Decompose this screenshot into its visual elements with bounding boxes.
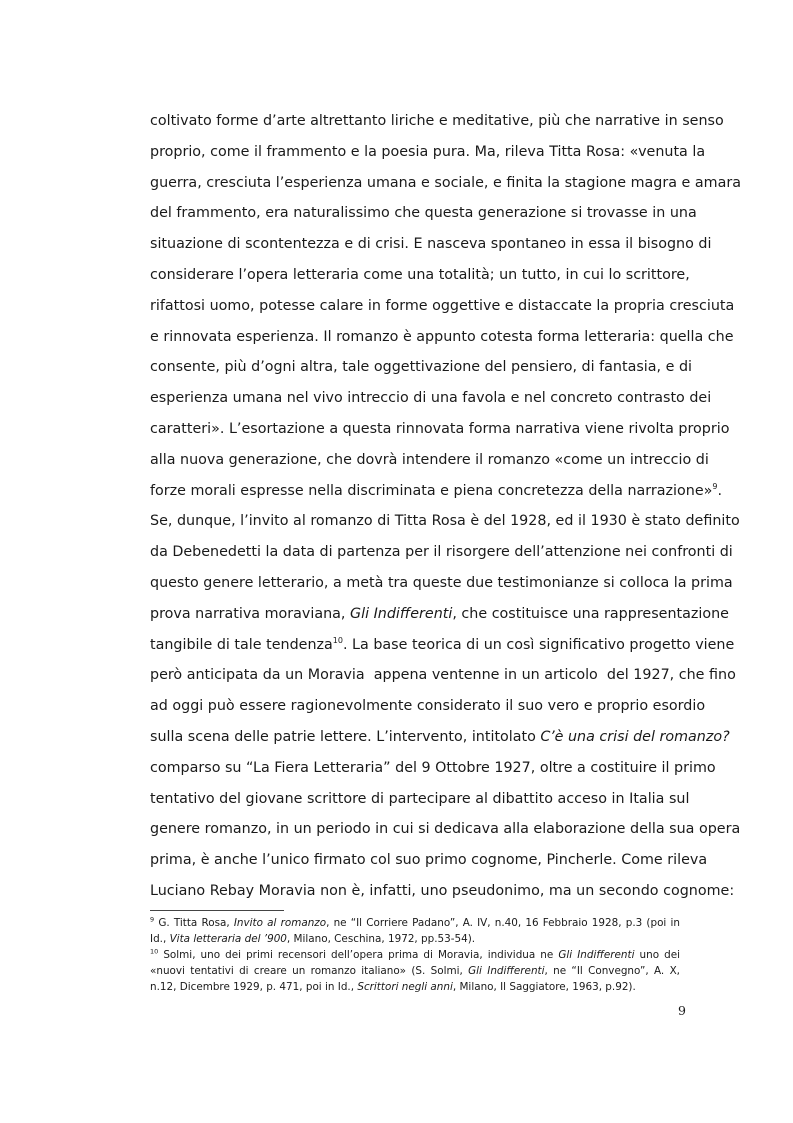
footnote-line: Id., Vita letteraria del ’900, Milano, Ceschina, 1972, pp.53-54). — [150, 933, 476, 945]
text-line: Se, dunque, l’invito al romanzo di Titta Rosa è del 1928, ed il 1930 è stato definito — [150, 513, 740, 530]
text-line: prova narrativa moraviana, Gli Indifferenti, che costituisce una rappresentazione — [150, 605, 729, 622]
italic-title: Gli Indifferenti — [350, 605, 453, 622]
text-line: consente, più d’ogni altra, tale oggettivazione del pensiero, di fantasia, e di — [150, 359, 693, 376]
text-line: ad oggi può essere ragionevolmente considerato il suo vero e proprio esordio — [150, 698, 706, 715]
text-line: sulla scena delle patrie lettere. L’intervento, intitolato C’è una crisi del romanzo? — [150, 728, 730, 745]
page-number: 9 — [678, 1003, 686, 1018]
text-line: prima, è anche l’unico firmato col suo primo cognome, Pincherle. Come rileva — [150, 852, 708, 869]
text-line: però anticipata da un Moravia appena ventenne in un articolo del 1927, che fino — [150, 667, 736, 684]
footnote-line: n.12, Dicembre 1929, p. 471, poi in Id., Scrittori negli anni, Milano, Il Saggiatore, 1963, p.92). — [150, 981, 636, 993]
text-line: alla nuova generazione, che dovrà intendere il romanzo «come un intreccio di — [150, 451, 709, 468]
text-line: da Debenedetti la data di partenza per il risorgere dell’attenzione nei confronti di — [150, 544, 733, 561]
text-line: coltivato forme d’arte altrettanto liriche e meditative, più che narrative in senso — [150, 113, 724, 129]
text-line: tentativo del giovane scrittore di partecipare al dibattito acceso in Italia sul — [150, 790, 690, 807]
footnotes — [150, 915, 680, 995]
text-line: rifattosi uomo, potesse calare in forme oggettive e distaccate la propria cresciuta — [150, 297, 735, 314]
text-line: e rinnovata esperienza. Il romanzo è appunto cotesta forma letteraria: quella che — [150, 328, 734, 345]
text-line: proprio, come il frammento e la poesia pura. Ma, rileva Titta Rosa: «venuta la — [150, 143, 706, 160]
text-line: guerra, cresciuta l’esperienza umana e sociale, e finita la stagione magra e amara — [150, 174, 741, 191]
text-line: questo genere letterario, a metà tra queste due testimonianze si colloca la prima — [150, 574, 733, 591]
text-line: tangibile di tale tendenza$^{10}$. La base teorica di un così significativo progetto viene — [150, 635, 735, 653]
text-line: Luciano Rebay Moravia non è, infatti, uno pseudonimo, ma un secondo cognome: — [150, 882, 735, 899]
footnote-number: 10 — [150, 947, 159, 956]
text-line: forze morali espresse nella discriminata e piena concretezza della narrazione»$^9$. — [150, 481, 723, 499]
footnote-line: «nuovi tentativi di creare un romanzo italiano» (S. Solmi, Gli Indifferenti, ne “Il Convegno”, A. X, — [150, 965, 680, 977]
text-line: situazione di scontentezza e di crisi. E nasceva spontaneo in essa il bisogno di — [150, 236, 712, 253]
text-line: comparso su “La Fiera Letteraria” del 9 Ottobre 1927, oltre a costituire il primo — [150, 759, 716, 776]
footnote-number: 9 — [150, 915, 155, 924]
text-line: del frammento, era naturalissimo che questa generazione si trovasse in una — [150, 205, 697, 222]
text-line: esperienza umana nel vivo intreccio di una favola e nel concreto contrasto dei — [150, 390, 712, 407]
text-line: genere romanzo, in un periodo in cui si dedicava alla elaborazione della sua opera — [150, 821, 741, 838]
text-line: caratteri». L’esortazione a questa rinnovata forma narrativa viene rivolta proprio — [150, 420, 730, 437]
body-text — [150, 106, 741, 907]
text-line: considerare l’opera letteraria come una totalità; un tutto, in cui lo scrittore, — [150, 266, 690, 283]
footnote-separator — [150, 910, 284, 911]
italic-title: C’è una crisi del romanzo? — [540, 728, 730, 745]
footnote-line: $^9$ G. Titta Rosa, Invito al romanzo, ne “Il Corriere Padano”, A. IV, n.40, 16 Febbraio 1928, p.3 (poi in — [150, 915, 680, 929]
footnote-ref-10: 10 — [332, 635, 343, 645]
footnote-ref-9: 9 — [712, 481, 718, 491]
footnote-line: $^{10}$ Solmi, uno dei primi recensori dell’opera prima di Moravia, individua ne Gli Indifferenti uno dei — [150, 947, 680, 961]
